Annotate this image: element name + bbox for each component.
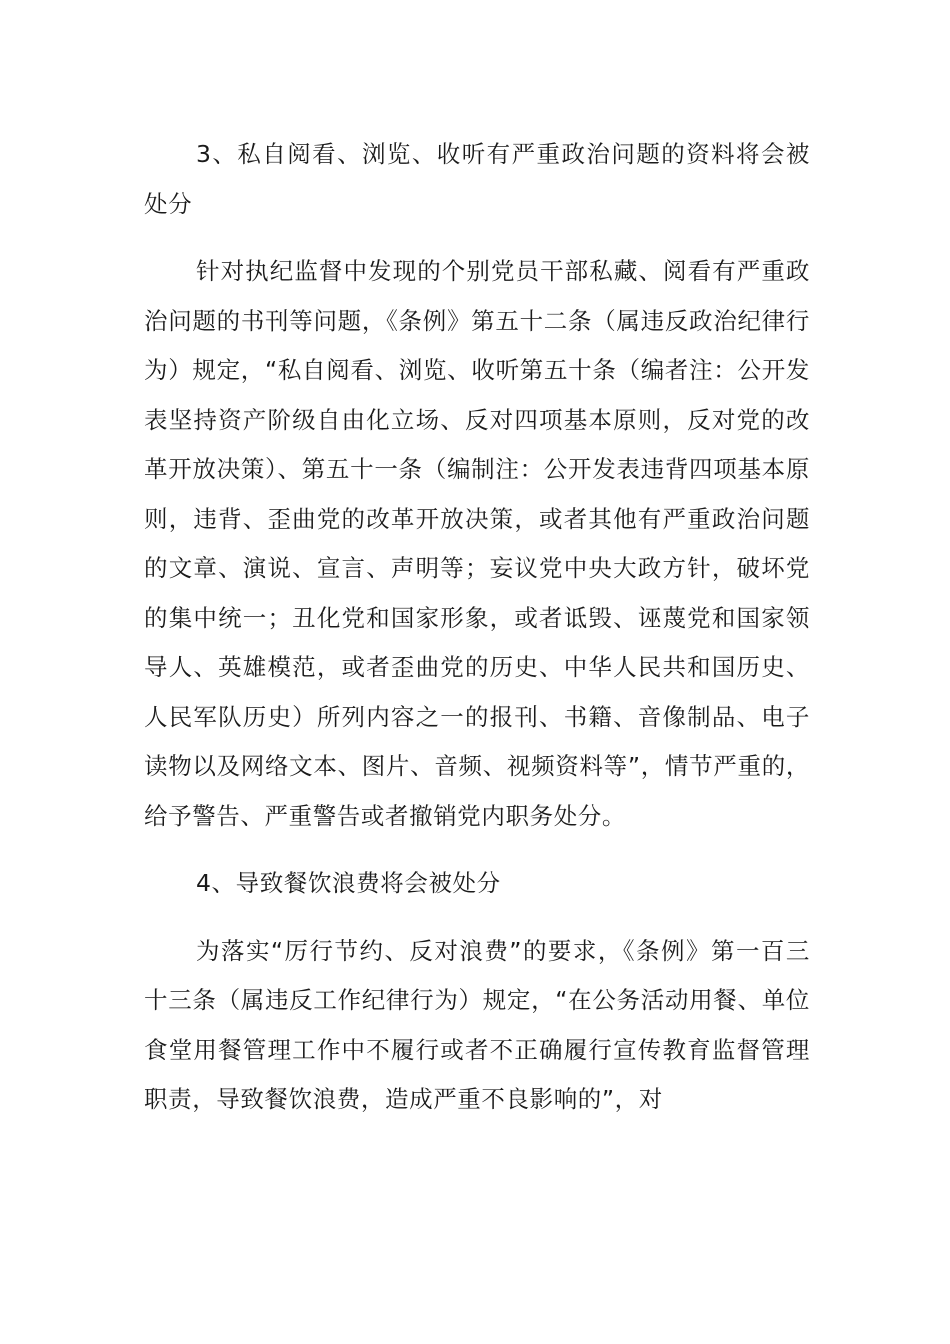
section-heading-3: 3、私自阅看、浏览、收听有严重政治问题的资料将会被处分 — [144, 140, 810, 218]
body-paragraph-2: 为落实“厉行节约、反对浪费”的要求，《条例》第一百三十三条（属违反工作纪律行为）规定，“在公务活动用餐、单位食堂用餐管理工作中不履行或者不正确履行宣传教育监督管理职责，导致餐饮浪费，造成严重不良影响的”，对 — [144, 936, 810, 1113]
section-heading-4: 4、导致餐饮浪费将会被处分 — [196, 869, 501, 897]
body-paragraph-1: 针对执纪监督中发现的个别党员干部私藏、阅看有严重政治问题的书刊等问题，《条例》第五十二条（属违反政治纪律行为）规定，“私自阅看、浏览、收听第五十条（编者注：公开发表坚持资产阶级自由化立场、反对四项基本原则，反对党的改革开放决策）、第五十一条（编制注：公开发表违背四项基本原则，违背、歪曲党的改革开放决策，或者其他有严重政治问题的文章、演说、宣言、声明等；妄议党中央大政方针，破坏党的集中统一；丑化党和国家形象，或者诋毁、诬蔑党和国家领导人、英雄模范，或者歪曲党的历史、中华人民共和国历史、人民军队历史）所列内容之一的报刊、书籍、音像制品、电子读物以及网络文本、图片、音频、视频资料等”，情节严重的，给予警告、严重警告或者撤销党内职务处分。 — [144, 257, 810, 830]
document-body — [144, 130, 810, 1125]
